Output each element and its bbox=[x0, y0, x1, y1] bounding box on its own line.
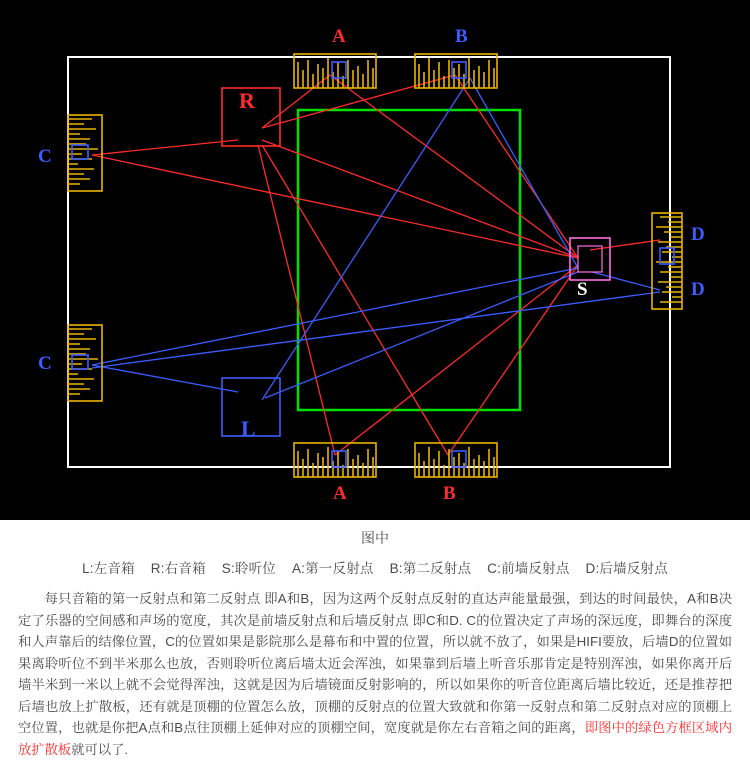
diagram-caption-title: 图中 bbox=[361, 530, 389, 546]
diffuser-panel-bottom-A bbox=[294, 443, 376, 477]
diffuser-panel-left-C-upper bbox=[68, 115, 102, 191]
label-C-left-lower: C bbox=[38, 353, 52, 374]
label-D-right-lower: D bbox=[691, 279, 705, 300]
legend-item-D: D:后墙反射点 bbox=[585, 561, 668, 576]
legend-row bbox=[0, 557, 750, 577]
red-reflection-paths bbox=[92, 75, 660, 455]
blue-reflection-paths bbox=[92, 78, 660, 400]
label-B-bottom-right: B bbox=[443, 483, 456, 504]
diffuser-panel-right-D bbox=[652, 213, 682, 309]
paragraph-text-before: 每只音箱的第一反射点和第二反射点 即A和B，因为这两个反射点反射的直达声能量最强，到达的时间最快，A和B决定了乐器的空间感和声场的宽度，其次是前墙反射点和后墙反射点 即C和D. C的位置决定了声场的深远度，即舞台的深度和人声靠后的结像位置，C的位置如果是影院那么是幕布和中置的位置，所以就不放了，如果是HIFI要放，后墙D的位置如果离聆听位不到半米那么也放，否则聆听位离后墙太近会浑浊，如果靠到后墙上听音乐那肯定是特别浑浊，如果你离开后墙半米到一米以上就不会觉得浑浊，这就是因为后墙镜面反射影响的，所以如果你的听音位距离后墙比较近，还是推荐把后墙也放上扩散板，还有就是顶棚的位置怎么放，顶棚的反射点的位置大致就和你第一反射点和第二反射点对应的顶棚上空位置，也就是你把A点和B点往顶棚上延伸对应的顶棚空间，宽度就是你左右音箱之间的距离， bbox=[18, 591, 732, 735]
room-outline bbox=[68, 57, 670, 467]
listening-seat-S bbox=[570, 238, 610, 280]
legend-item-L: L:左音箱 bbox=[82, 561, 135, 576]
legend-item-A: A:第一反射点 bbox=[291, 561, 374, 576]
legend-item-S: S:聆听位 bbox=[221, 561, 276, 576]
diffuser-panel-top-A bbox=[294, 54, 376, 88]
diffuser-panel-left-C-lower bbox=[68, 325, 102, 401]
explanatory-paragraph bbox=[18, 588, 732, 760]
label-A-bottom-left: A bbox=[333, 483, 347, 504]
label-A-top-left: A bbox=[332, 26, 346, 47]
label-S-seat: S bbox=[577, 279, 588, 300]
label-B-top-right: B bbox=[455, 26, 468, 47]
paragraph-text-after: 就可以了. bbox=[71, 741, 129, 757]
label-C-left-upper: C bbox=[38, 146, 52, 167]
legend-item-C: C:前墙反射点 bbox=[487, 561, 570, 576]
caption-block bbox=[0, 520, 750, 757]
label-D-right-upper: D bbox=[691, 224, 705, 245]
label-L-speaker: L bbox=[241, 416, 256, 441]
diffuser-panel-bottom-B bbox=[415, 443, 497, 477]
paragraph-highlight: 即图中的绿色方框区域内放扩散板 bbox=[18, 720, 732, 757]
legend-item-B: B:第二反射点 bbox=[389, 561, 472, 576]
label-R-speaker: R bbox=[239, 88, 255, 113]
legend-item-R: R:右音箱 bbox=[150, 561, 206, 576]
